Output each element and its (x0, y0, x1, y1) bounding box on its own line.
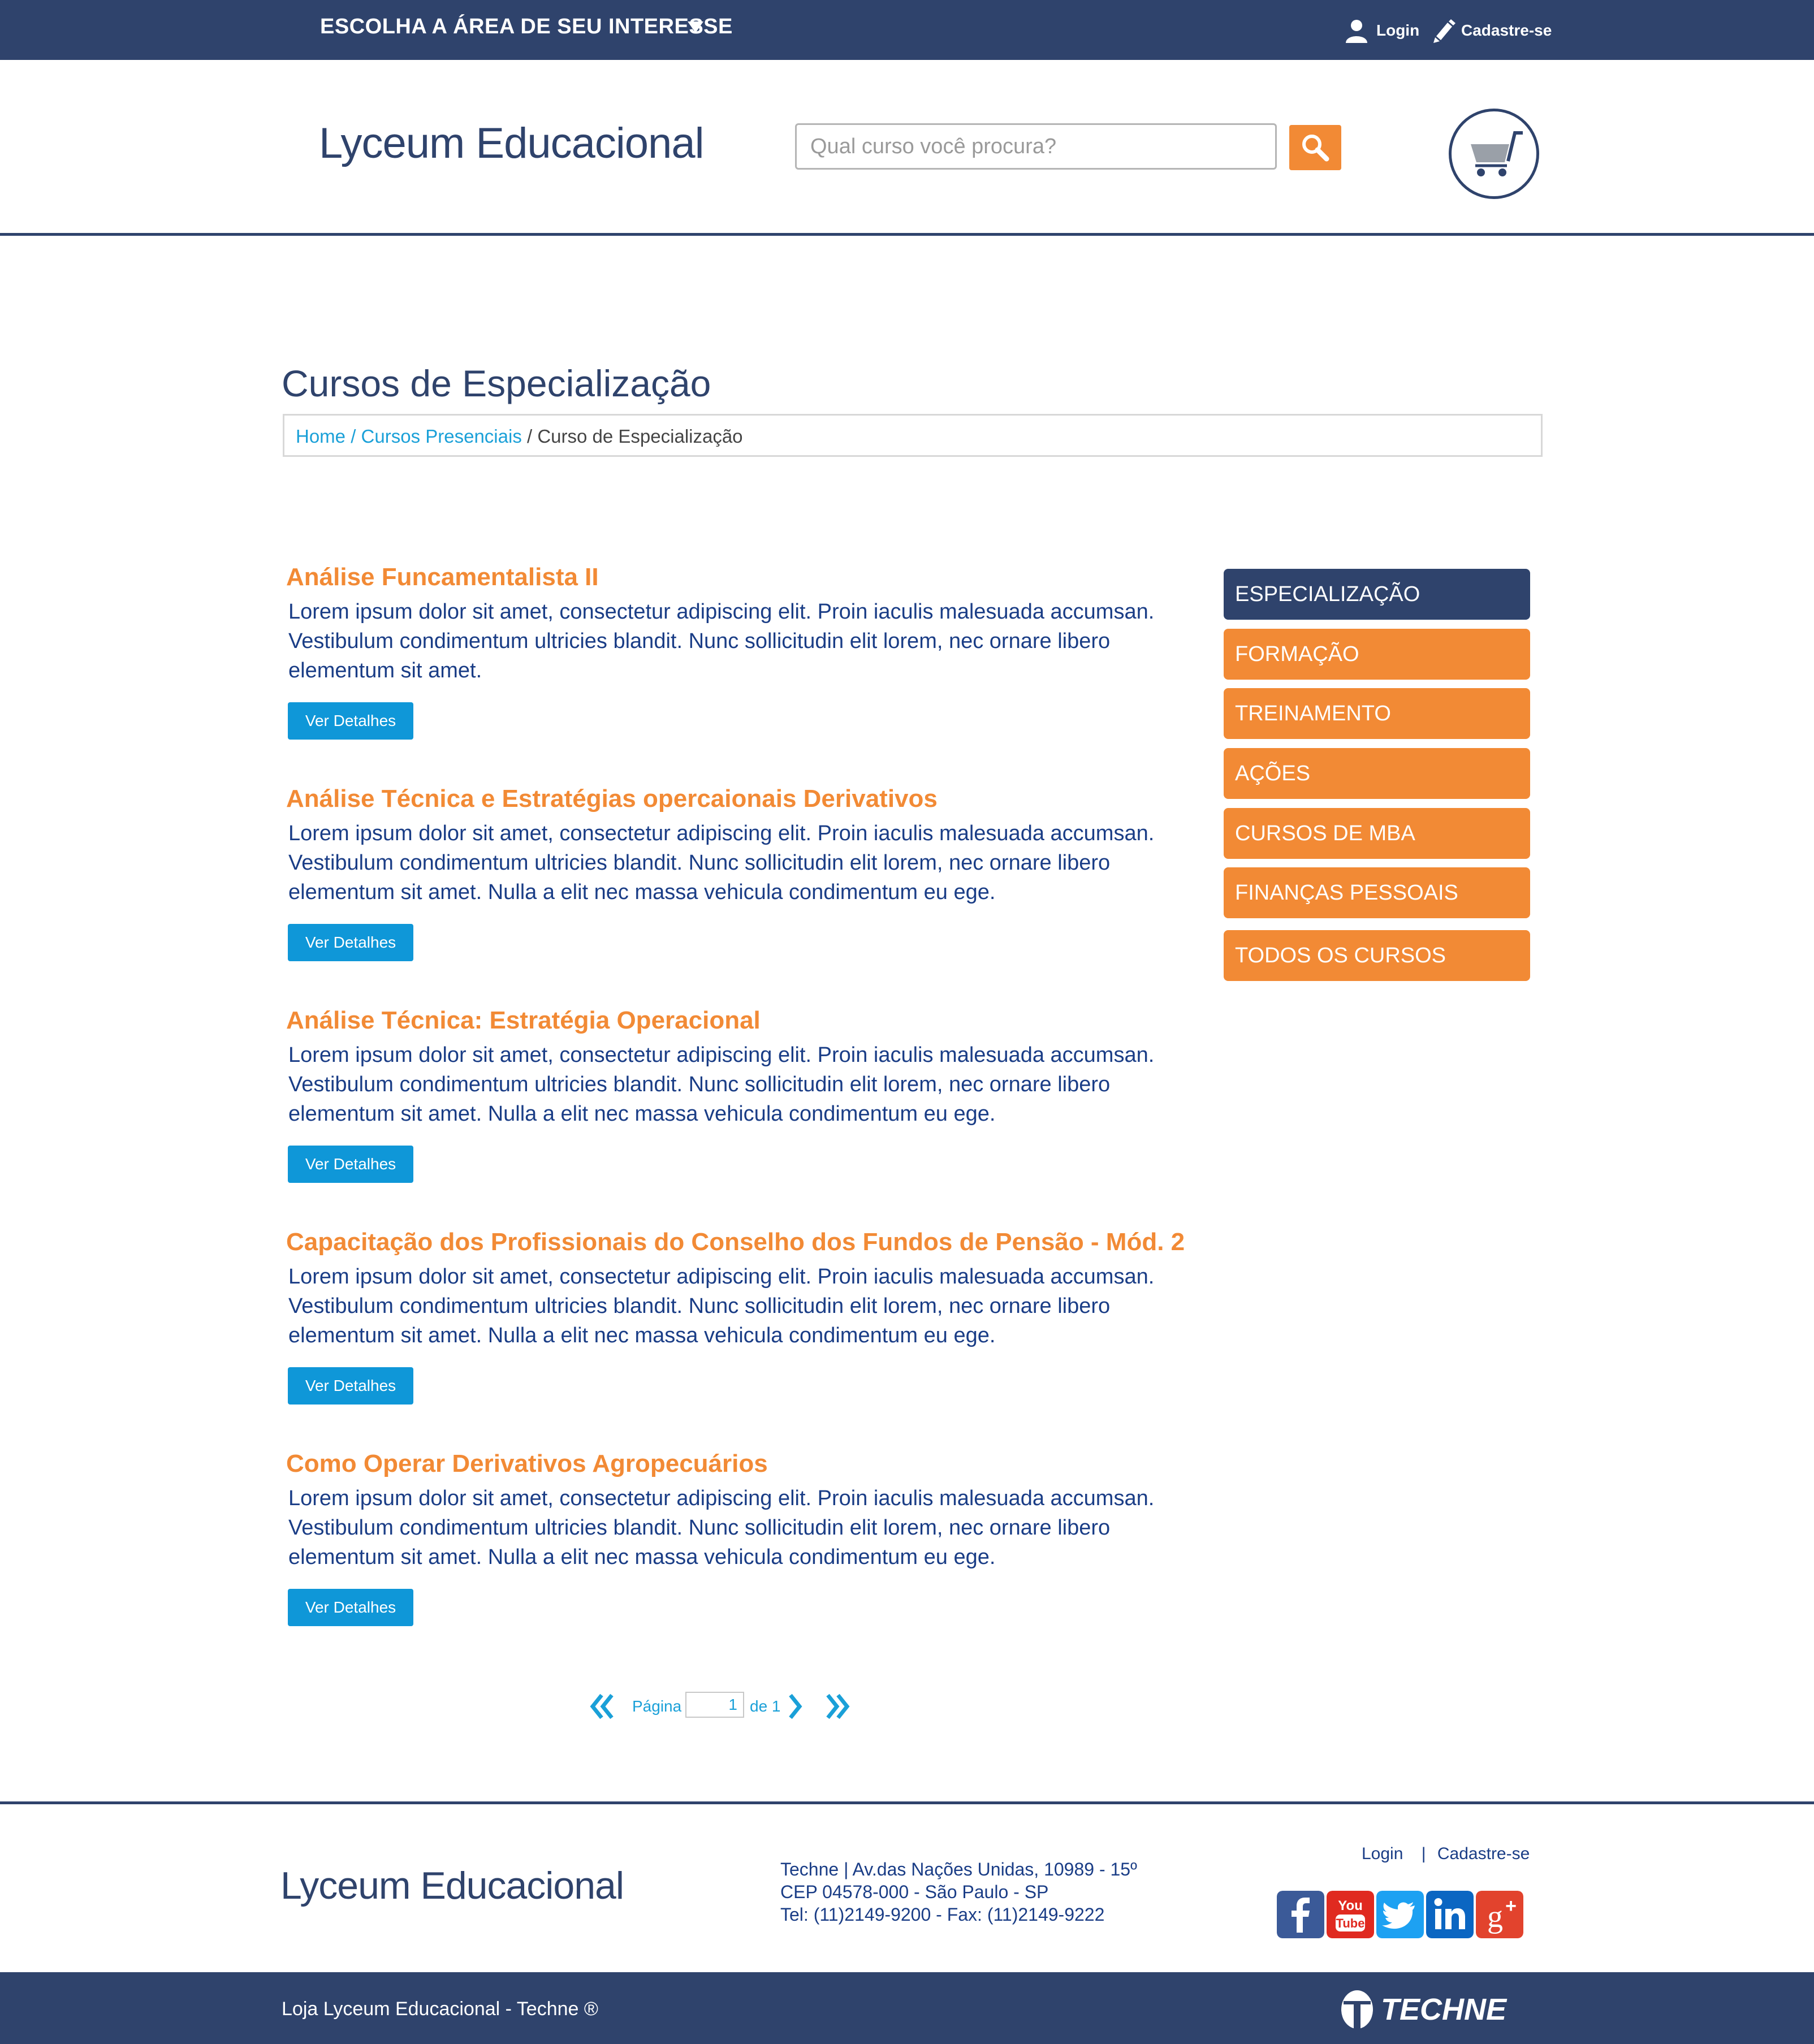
course-description: Lorem ipsum dolor sit amet, consectetur adipiscing elit. Proin iaculis malesuada accumsan. Vestibulum condimentum ultricies blandit. Nunc sollicitudin elit lorem, nec ornare libero elementum sit amet. Nulla a elit nec massa vehicula condimentum eu ege. (288, 1043, 1155, 1126)
techne-logo-icon (1340, 1986, 1527, 2033)
details-button[interactable]: Ver Detalhes (288, 702, 413, 740)
caret-down-icon[interactable] (688, 21, 703, 33)
site-logo[interactable]: Lyceum Educacional (319, 119, 704, 167)
facebook-icon[interactable] (1277, 1891, 1324, 1938)
svg-text:You: You (1338, 1898, 1363, 1913)
techne-wordmark: TECHNE (1381, 1993, 1507, 2026)
breadcrumb-presenciais[interactable]: Cursos Presenciais (361, 426, 522, 447)
header-divider (0, 233, 1814, 236)
address-line: Tel: (11)2149-9200 - Fax: (11)2149-9222 (780, 1904, 1105, 1925)
twitter-icon[interactable] (1376, 1891, 1424, 1938)
first-page-icon[interactable] (588, 1692, 617, 1721)
footer-divider (0, 1801, 1814, 1804)
details-button[interactable]: Ver Detalhes (288, 1146, 413, 1183)
footer-logo[interactable]: Lyceum Educacional (280, 1864, 624, 1907)
course-item (286, 563, 1168, 740)
breadcrumb-current: Curso de Especialização (537, 426, 743, 447)
search-button[interactable] (1289, 125, 1341, 170)
sidebar-item-formacao[interactable]: FORMAÇÃO (1224, 629, 1530, 680)
login-link[interactable]: Login (1376, 21, 1420, 39)
area-selector[interactable]: ESCOLHA A ÁREA DE SEU INTERESSE (320, 15, 733, 38)
sidebar-item-especializacao[interactable]: ESPECIALIZAÇÃO (1224, 569, 1530, 620)
course-title[interactable]: Análise Técnica: Estratégia Operacional (286, 1006, 761, 1034)
last-page-icon[interactable] (823, 1692, 855, 1721)
page-number-input[interactable] (685, 1692, 744, 1718)
footer-address (780, 1858, 1137, 1926)
page-total: de 1 (750, 1697, 781, 1715)
pencil-icon[interactable] (1432, 18, 1455, 43)
sidebar-item-treinamento[interactable]: TREINAMENTO (1224, 688, 1530, 739)
cart-icon (1452, 111, 1536, 196)
breadcrumb-home[interactable]: Home (296, 426, 346, 447)
footer-login-link[interactable]: Login (1362, 1844, 1403, 1863)
course-item (286, 1228, 1185, 1405)
sidebar-item-financas-pessoais[interactable]: FINANÇAS PESSOAIS (1224, 867, 1530, 918)
breadcrumb-separator: / (345, 426, 361, 447)
search-input[interactable] (795, 123, 1277, 170)
signup-link[interactable]: Cadastre-se (1461, 21, 1552, 39)
sidebar-item-cursos-mba[interactable]: CURSOS DE MBA (1224, 808, 1530, 859)
page-title: Cursos de Especialização (282, 362, 711, 404)
footer-signup-link[interactable]: Cadastre-se (1437, 1844, 1530, 1863)
footer-separator: | (1421, 1844, 1426, 1863)
breadcrumb (283, 414, 1543, 457)
details-button[interactable]: Ver Detalhes (288, 1367, 413, 1405)
course-title[interactable]: Análise Funcamentalista II (286, 563, 599, 591)
course-description: Lorem ipsum dolor sit amet, consectetur adipiscing elit. Proin iaculis malesuada accumsan. Vestibulum condimentum ultricies blandit. Nunc sollicitudin elit lorem, nec ornare libero elementum sit amet. Nulla a elit nec massa vehicula condimentum eu ege. (288, 822, 1155, 904)
course-item (286, 785, 1168, 961)
techne-logo[interactable] (1340, 1986, 1527, 2033)
sidebar-item-todos-cursos[interactable]: TODOS OS CURSOS (1224, 930, 1530, 981)
course-title[interactable]: Análise Técnica e Estratégias opercaionais Derivativos (286, 785, 938, 813)
bottom-bar (0, 1972, 1814, 2044)
footer-links (1362, 1844, 1530, 1864)
course-description: Lorem ipsum dolor sit amet, consectetur adipiscing elit. Proin iaculis malesuada accumsan. Vestibulum condimentum ultricies blandit. Nunc sollicitudin elit lorem, nec ornare libero elementum sit amet. Nulla a elit nec massa vehicula condimentum eu ege. (288, 1265, 1155, 1347)
address-line: Techne | Av.das Nações Unidas, 10989 - 15º (780, 1859, 1137, 1879)
course-title[interactable]: Como Operar Derivativos Agropecuários (286, 1450, 768, 1477)
copyright: Loja Lyceum Educacional - Techne ® (282, 1998, 598, 2020)
svg-text:Tube: Tube (1336, 1916, 1365, 1930)
address-line: CEP 04578-000 - São Paulo - SP (780, 1882, 1049, 1902)
sidebar-item-acoes[interactable]: AÇÕES (1224, 748, 1530, 799)
course-title[interactable]: Capacitação dos Profissionais do Conselho dos Fundos de Pensão - Mód. 2 (286, 1228, 1185, 1256)
svg-text:+: + (1505, 1895, 1517, 1917)
linkedin-icon[interactable] (1426, 1891, 1474, 1938)
user-icon[interactable] (1345, 18, 1368, 43)
youtube-icon[interactable] (1327, 1891, 1374, 1938)
details-button[interactable]: Ver Detalhes (288, 1589, 413, 1626)
svg-text:g: g (1487, 1899, 1503, 1934)
course-item (286, 1450, 1168, 1626)
search-icon (1289, 125, 1341, 170)
cart-button[interactable] (1449, 109, 1539, 199)
course-description: Lorem ipsum dolor sit amet, consectetur adipiscing elit. Proin iaculis malesuada accumsan. Vestibulum condimentum ultricies blandit. Nunc sollicitudin elit lorem, nec ornare libero elementum sit amet. (288, 600, 1155, 682)
course-item (286, 1006, 1168, 1183)
course-description: Lorem ipsum dolor sit amet, consectetur adipiscing elit. Proin iaculis malesuada accumsan. Vestibulum condimentum ultricies blandit. Nunc sollicitudin elit lorem, nec ornare libero elementum sit amet. Nulla a elit nec massa vehicula condimentum eu ege. (288, 1486, 1155, 1569)
details-button[interactable]: Ver Detalhes (288, 924, 413, 961)
google-plus-icon[interactable] (1476, 1891, 1523, 1938)
page-label: Página (632, 1697, 682, 1715)
breadcrumb-separator: / (521, 426, 538, 447)
next-page-icon[interactable] (785, 1692, 805, 1721)
